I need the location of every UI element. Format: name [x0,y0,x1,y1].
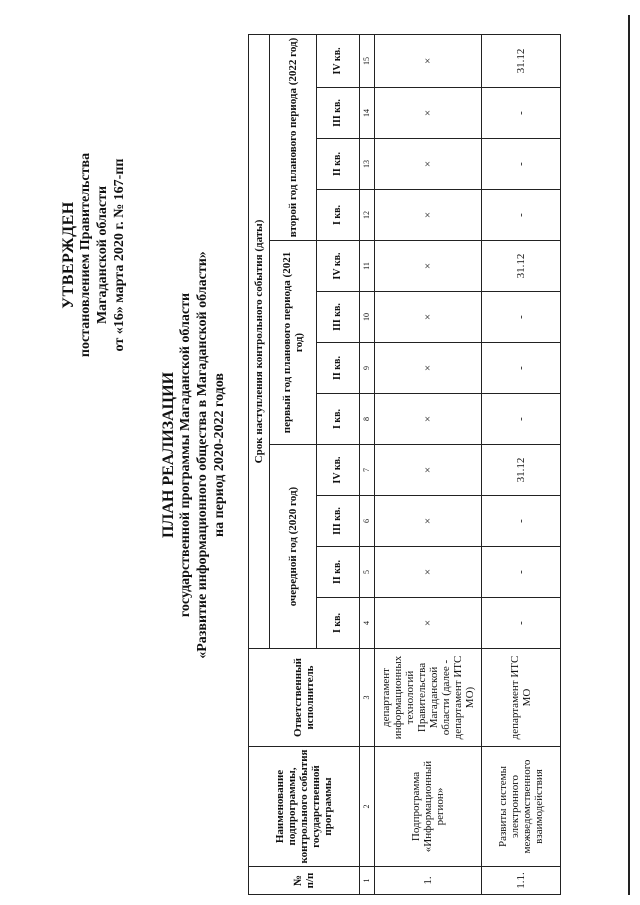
quarter-cell: - [482,292,561,343]
approval-title: УТВЕРЖДЕН [60,201,77,309]
column-index: 7 [360,445,375,496]
header-name: Наименование подпрограммы, контрольного события государственной программы [249,747,360,867]
column-index: 12 [360,190,375,241]
approval-block [60,75,128,435]
quarter-header: I кв. [317,190,360,241]
row-num: 1. [375,867,482,895]
row-responsible: департамент ИТС МО [482,649,561,747]
column-index: 13 [360,139,375,190]
column-index: 6 [360,496,375,547]
column-index: 5 [360,547,375,598]
plan-period: на период 2020-2022 годов [212,373,227,537]
column-index-row [360,34,375,894]
column-index: 1 [360,867,375,895]
column-index: 3 [360,649,375,747]
quarter-cell: × [375,88,482,139]
quarter-header: IV кв. [317,445,360,496]
quarter-cell: × [375,34,482,87]
quarter-cell: - [482,343,561,394]
quarter-cell: × [375,394,482,445]
quarter-cell: - [482,598,561,649]
quarter-cell: - [482,88,561,139]
header-period-2021: первый год планового периода (2021 год) [270,241,317,445]
column-index: 8 [360,394,375,445]
row-name: Подпрограмма «Информационный регион» [375,747,482,867]
quarter-cell: × [375,343,482,394]
row-name: Развиты системы электронного межведомственного взаимодействия [482,747,561,867]
quarter-cell: 31.12 [482,445,561,496]
plan-subtitle: «Развитие информационного общества в Магаданской области» [195,251,210,659]
quarter-cell: × [375,241,482,292]
table-row [375,34,482,894]
header-row [249,34,270,894]
quarter-cell: × [375,292,482,343]
header-deadline: Срок наступления контрольного события (даты) [249,34,270,648]
quarter-header: I кв. [317,598,360,649]
column-index: 2 [360,747,375,867]
approval-line: Магаданской области [95,185,110,325]
quarter-cell: × [375,598,482,649]
quarter-cell: × [375,445,482,496]
quarter-header: II кв. [317,139,360,190]
approval-line: постановлением Правительства [78,152,93,358]
row-num: 1.1. [482,867,561,895]
quarter-cell: × [375,547,482,598]
quarter-cell: - [482,394,561,445]
plan-subtitle: государственной программы Магаданской области [178,292,193,618]
plan-table [248,34,561,895]
quarter-header: II кв. [317,547,360,598]
quarter-cell: - [482,547,561,598]
column-index: 11 [360,241,375,292]
plan-heading [160,105,228,805]
header-responsible: Ответственный исполнитель [249,649,360,747]
column-index: 4 [360,598,375,649]
header-period-2022: второй год планового периода (2022 год) [270,34,317,240]
column-index: 14 [360,88,375,139]
quarter-cell: - [482,496,561,547]
plan-title: ПЛАН РЕАЛИЗАЦИИ [160,371,177,539]
header-num: № п/п [249,867,360,895]
quarter-header: III кв. [317,496,360,547]
quarter-cell: × [375,190,482,241]
quarter-header: I кв. [317,394,360,445]
table-row [482,34,561,894]
approval-date: от «16» марта 2020 г. № 167-пп [112,158,127,352]
quarter-header: III кв. [317,292,360,343]
quarter-cell: × [375,139,482,190]
quarter-header: II кв. [317,343,360,394]
row-responsible: департамент информационных технологий Правительства Магаданской области (далее - департамент ИТС МО) [375,649,482,747]
quarter-cell: × [375,496,482,547]
column-index: 9 [360,343,375,394]
column-index: 10 [360,292,375,343]
page-divider [628,15,630,895]
column-index: 15 [360,34,375,87]
quarter-cell: 31.12 [482,34,561,87]
quarter-header: IV кв. [317,241,360,292]
quarter-header: III кв. [317,88,360,139]
quarter-header: IV кв. [317,34,360,87]
header-period-2020: очередной год (2020 год) [270,445,317,649]
quarter-cell: - [482,190,561,241]
quarter-cell: - [482,139,561,190]
quarter-cell: 31.12 [482,241,561,292]
